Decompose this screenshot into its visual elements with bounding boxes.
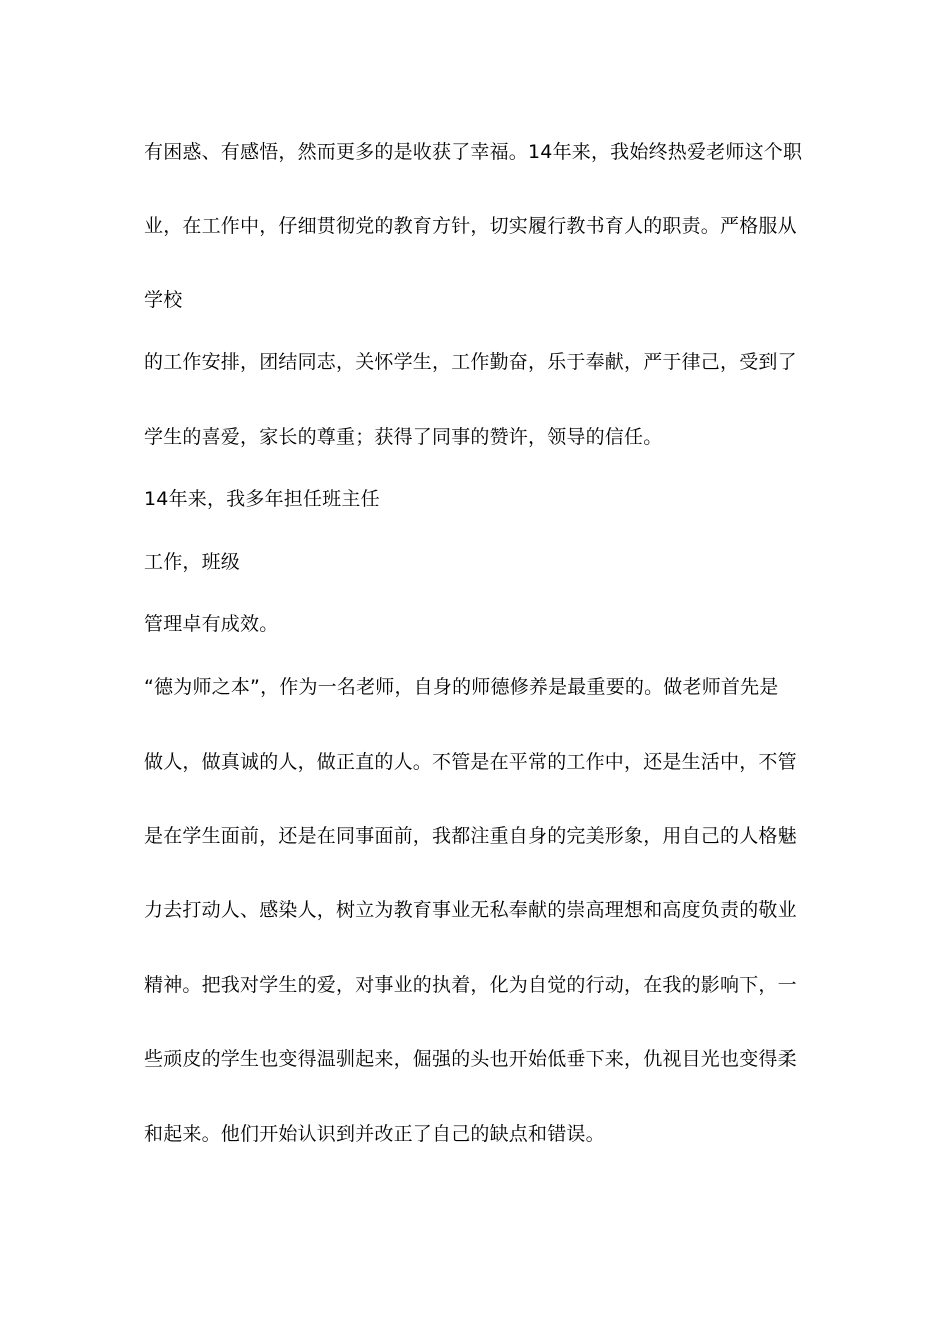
text-line: 工作，班级 <box>144 551 241 573</box>
text-line: 力去打动人、感染人，树立为教育事业无私奉献的崇高理想和高度负责的敬业 <box>144 899 797 921</box>
text-line: 管理卓有成效。 <box>144 613 279 635</box>
text-line: “德为师之本”，作为一名老师，自身的师德修养是最重要的。做老师首先是 <box>144 676 779 698</box>
text-line: 14年来，我多年担任班主任 <box>144 488 380 510</box>
text-line: 和起来。他们开始认识到并改正了自己的缺点和错误。 <box>144 1123 605 1145</box>
text-line: 学生的喜爱，家长的尊重；获得了同事的赞许，领导的信任。 <box>144 426 663 448</box>
text-line: 学校 <box>144 289 183 311</box>
text-line: 精神。把我对学生的爱，对事业的执着，化为自觉的行动，在我的影响下，一 <box>144 974 797 996</box>
text-line: 业，在工作中，仔细贯彻党的教育方针，切实履行教书育人的职责。严格服从 <box>144 215 797 237</box>
text-line: 有困惑、有感悟，然而更多的是收获了幸福。14年来，我始终热爱老师这个职 <box>144 141 803 163</box>
text-line: 的工作安排，团结同志，关怀学生，工作勤奋，乐于奉献，严于律己，受到了 <box>144 351 797 373</box>
text-line: 做人，做真诚的人，做正直的人。不管是在平常的工作中，还是生活中，不管 <box>144 751 797 773</box>
text-line: 些顽皮的学生也变得温驯起来，倔强的头也开始低垂下来，仇视目光也变得柔 <box>144 1048 797 1070</box>
text-line: 是在学生面前，还是在同事面前，我都注重自身的完美形象，用自己的人格魅 <box>144 825 797 847</box>
